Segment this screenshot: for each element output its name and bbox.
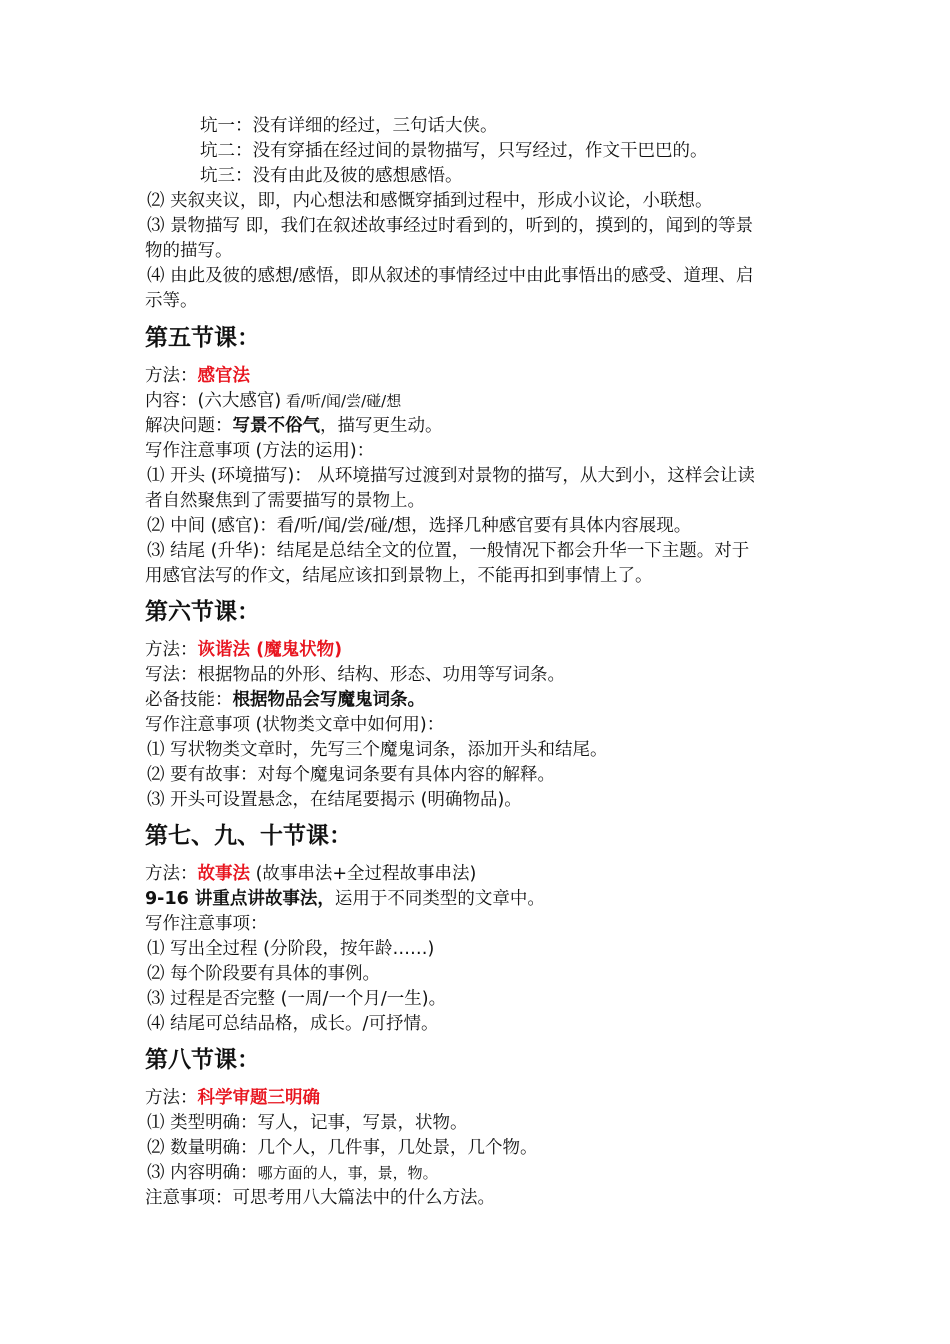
- section-8-method: [145, 1086, 320, 1110]
- method-label: 方法：: [145, 864, 198, 884]
- content-label: 内容：(六大感官): [145, 391, 282, 411]
- section-8-heading: 第八节课：: [145, 1047, 260, 1073]
- section-5-note-2: ⑵ 中间 (感官)：看/听/闻/尝/碰/想，选择几种感官要有具体内容展现。: [147, 516, 692, 536]
- section-5-content: [145, 389, 401, 413]
- section-6-skill: [145, 688, 425, 712]
- skill-value: 根据物品会写魔鬼词条。: [232, 690, 425, 710]
- method-label: 方法：: [145, 1088, 198, 1108]
- intro-item-3-line-2: 物的描写。: [145, 241, 233, 261]
- content-value: 看/听/闻/尝/碰/想: [281, 392, 402, 410]
- section-5-method: [145, 364, 250, 388]
- note-label: ⑶ 内容明确：: [147, 1163, 258, 1183]
- skill-label: 必备技能：: [145, 690, 233, 710]
- section-5-note-1-line-1: ⑴ 开头 (环境描写)： 从环境描写过渡到对景物的描写，从大到小，这样会让读: [147, 466, 755, 486]
- section-7-note-3: ⑶ 过程是否完整 (一周/一个月/一生)。: [147, 989, 447, 1009]
- section-6-writing: 写法：根据物品的外形、结构、形态、功用等写词条。: [145, 665, 565, 685]
- problem-key: 写景不俗气: [232, 416, 320, 436]
- method-name: 科学审题三明确: [197, 1088, 320, 1108]
- section-7-notes: 写作注意事项：: [145, 914, 268, 934]
- method-name: 诙谐法 (魔鬼状物): [197, 640, 343, 660]
- section-5-problem: [145, 414, 443, 438]
- pit-1: 坑一：没有详细的经过，三句话大侠。: [200, 116, 498, 136]
- section-5-note-3-line-1: ⑶ 结尾 (升华)：结尾是总结全文的位置，一般情况下都会升华一下主题。对于: [147, 541, 750, 561]
- method-detail: (故事串法+全过程故事串法): [250, 864, 477, 884]
- section-8-note-3: [147, 1161, 438, 1185]
- pit-2: 坑二：没有穿插在经过间的景物描写，只写经过，作文干巴巴的。: [200, 141, 708, 161]
- section-7-note-2: ⑵ 每个阶段要有具体的事例。: [147, 964, 381, 984]
- section-6-heading: 第六节课：: [145, 599, 260, 625]
- section-6-note-1: ⑴ 写状物类文章时，先写三个魔鬼词条，添加开头和结尾。: [147, 740, 608, 760]
- section-7-method: [145, 862, 476, 886]
- section-8-note-2: ⑵ 数量明确：几个人，几件事，几处景，几个物。: [147, 1138, 538, 1158]
- section-7-note-4: ⑷ 结尾可总结品格，成长。/可抒情。: [147, 1014, 439, 1034]
- section-6-note-3: ⑶ 开头可设置悬念，在结尾要揭示 (明确物品)。: [147, 790, 522, 810]
- problem-rest: ，描写更生动。: [320, 416, 443, 436]
- intro-item-4-line-1: ⑷ 由此及彼的感想/感悟，即从叙述的事情经过中由此事悟出的感受、道理、启: [147, 266, 754, 286]
- intro-item-3-line-1: ⑶ 景物描写 即，我们在叙述故事经过时看到的，听到的，摸到的，闻到的等景: [147, 216, 754, 236]
- note-value: 哪方面的人，事，景，物。: [257, 1164, 438, 1182]
- method-label: 方法：: [145, 366, 198, 386]
- method-label: 方法：: [145, 640, 198, 660]
- intro-item-2: ⑵ 夹叙夹议，即，内心想法和感慨穿插到过程中，形成小议论，小联想。: [147, 191, 713, 211]
- pit-3: 坑三：没有由此及彼的感想感悟。: [200, 166, 463, 186]
- method-name: 感官法: [197, 366, 250, 386]
- focus-key: 9-16 讲重点讲故事法，: [145, 889, 335, 909]
- section-7-focus: [145, 887, 545, 911]
- section-5-note-1-line-2: 者自然聚焦到了需要描写的景物上。: [145, 491, 425, 511]
- section-5-notes: 写作注意事项 (方法的运用)：: [145, 441, 375, 461]
- section-7-note-1: ⑴ 写出全过程 (分阶段，按年龄……): [147, 939, 435, 959]
- section-6-notes: 写作注意事项 (状物类文章中如何用)：: [145, 715, 445, 735]
- section-8-note-1: ⑴ 类型明确：写人，记事，写景，状物。: [147, 1113, 468, 1133]
- section-7-heading: 第七、九、十节课：: [145, 823, 352, 849]
- problem-label: 解决问题：: [145, 416, 233, 436]
- section-5-heading: 第五节课：: [145, 325, 260, 351]
- method-name: 故事法: [197, 864, 250, 884]
- section-8-notes: 注意事项：可思考用八大篇法中的什么方法。: [145, 1188, 495, 1208]
- intro-item-4-line-2: 示等。: [145, 291, 198, 311]
- focus-rest: 运用于不同类型的文章中。: [334, 889, 545, 909]
- section-6-note-2: ⑵ 要有故事：对每个魔鬼词条要有具体内容的解释。: [147, 765, 556, 785]
- section-6-method: [145, 638, 342, 662]
- section-5-note-3-line-2: 用感官法写的作文，结尾应该扣到景物上，不能再扣到事情上了。: [145, 566, 653, 586]
